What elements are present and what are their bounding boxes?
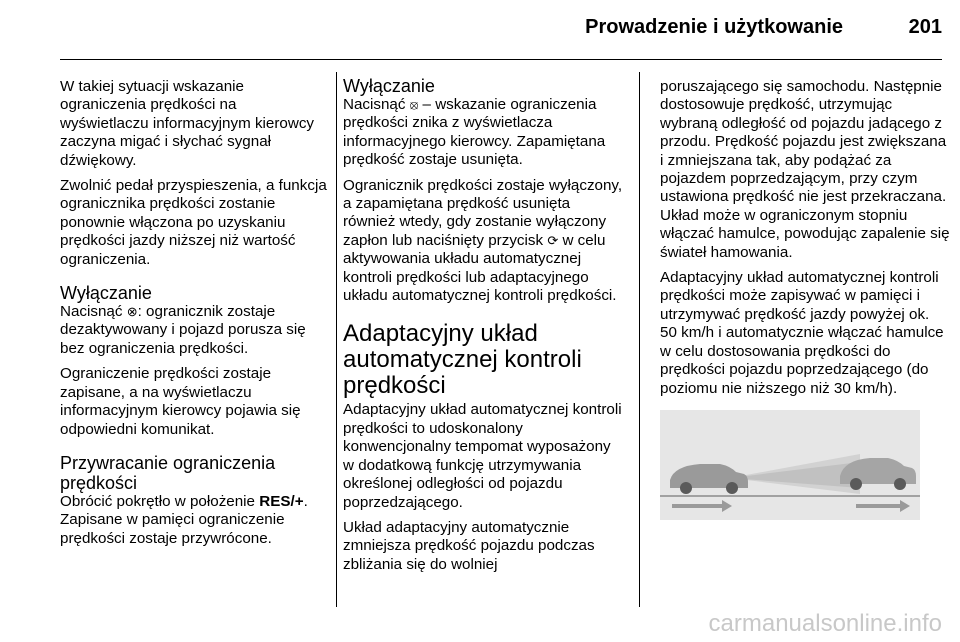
section-heading-restore: Przywracanie ograniczenia prędkości [60, 452, 276, 493]
acc-distance-icon [660, 410, 920, 520]
paragraph: Obrócić pokrętło w położenie RES/+. Zapisane w pamięci ograniczenie prędkości zostaje przywrócone. [60, 492, 308, 547]
column-left [60, 78, 328, 555]
watermark: carmanualsonline.info [708, 610, 942, 637]
paragraph: W takiej sytuacji wskazanie ograniczenia prędkości na wyświetlaczu informacyjnym kierowcy zaczyna migać i słychać sygnał dźwiękowy. [60, 78, 315, 169]
column-divider [336, 72, 337, 607]
paragraph: poruszającego się samochodu. Następnie dostosowuje prędkość, utrzymując wybraną odległość od pojazdu jadącego z przodu. Prędkość pojazdu jest zwiększana i zmniejszana tak, aby podążać za pojazdem poprzedzającym, przy czym ustawiona prędkość nie jest przekraczana. Układ może w ograniczonym stopniu włączać hamulce, powodując zapalenie się świateł hamowania. [660, 78, 950, 261]
column-middle [343, 76, 625, 581]
acc-illustration [660, 410, 920, 520]
paragraph: Zwolnić pedał przyspieszenia, a funkcja ogranicznika prędkości zostanie ponownie włączona po uzyskaniu prędkości jazdy niższej niż wartość ograniczenia. [60, 177, 327, 268]
section-heading-off: Wyłączanie [60, 283, 152, 304]
speed-limiter-icon: ⊗ [126, 304, 138, 320]
column-divider [639, 72, 640, 607]
paragraph: Nacisnąć ⦻ – wskazanie ograniczenia prędkości znika z wyświetlacza informacyjnego kierowcy. Zapamiętana prędkość zostaje usunięta. [343, 96, 606, 169]
header-divider [60, 59, 942, 60]
paragraph: Ograniczenie prędkości zostaje zapisane, a na wyświetlaczu informacyjnym kierowcy pojawia się odpowiedni komunikat. [60, 365, 301, 438]
page-header-title: Prowadzenie i użytkowanie [585, 16, 843, 38]
page-number: 201 [908, 16, 942, 38]
paragraph: Adaptacyjny układ automatycznej kontroli prędkości to udoskonalony konwencjonalny tempomat wyposażony w dodatkową funkcję utrzymywania określonej odległości od pojazdu poprzedzającego. [343, 401, 622, 511]
section-heading-off: Wyłączanie [343, 76, 435, 96]
paragraph: Układ adaptacyjny automatycznie zmniejsza prędkość pojazdu podczas zbliżania się do wolniej [343, 518, 595, 573]
cruise-activate-icon: ⟳ [547, 232, 559, 248]
paragraph: Ogranicznik prędkości zostaje wyłączony, a zapamiętana prędkość usunięta również wtedy, gdy zostanie wyłączony zapłon lub naciśnięty przycisk ⟳ w celu aktywowania układu automatycznej kontroli prędkości lub adaptacyjnego układu automatycznej kontroli prędkości. [343, 176, 623, 305]
paragraph: Nacisnąć ⊗: ogranicznik zostaje dezaktywowany i pojazd porusza się bez ograniczenia prędkości. [60, 303, 306, 357]
paragraph: Adaptacyjny układ automatycznej kontroli prędkości może zapisywać w pamięci i utrzymywać prędkość jazdy powyżej ok. 50 km/h i automatycznie włączać hamulce w celu dostosowania prędkości do prędkości pojazdu poprzedzającego (do poziomu nie niższego niż 30 km/h). [660, 269, 944, 397]
cruise-control-icon: ⦻ [409, 97, 419, 112]
column-right [660, 78, 950, 520]
section-heading-acc: Adaptacyjny układ automatycznej kontroli prędkości [343, 320, 582, 400]
